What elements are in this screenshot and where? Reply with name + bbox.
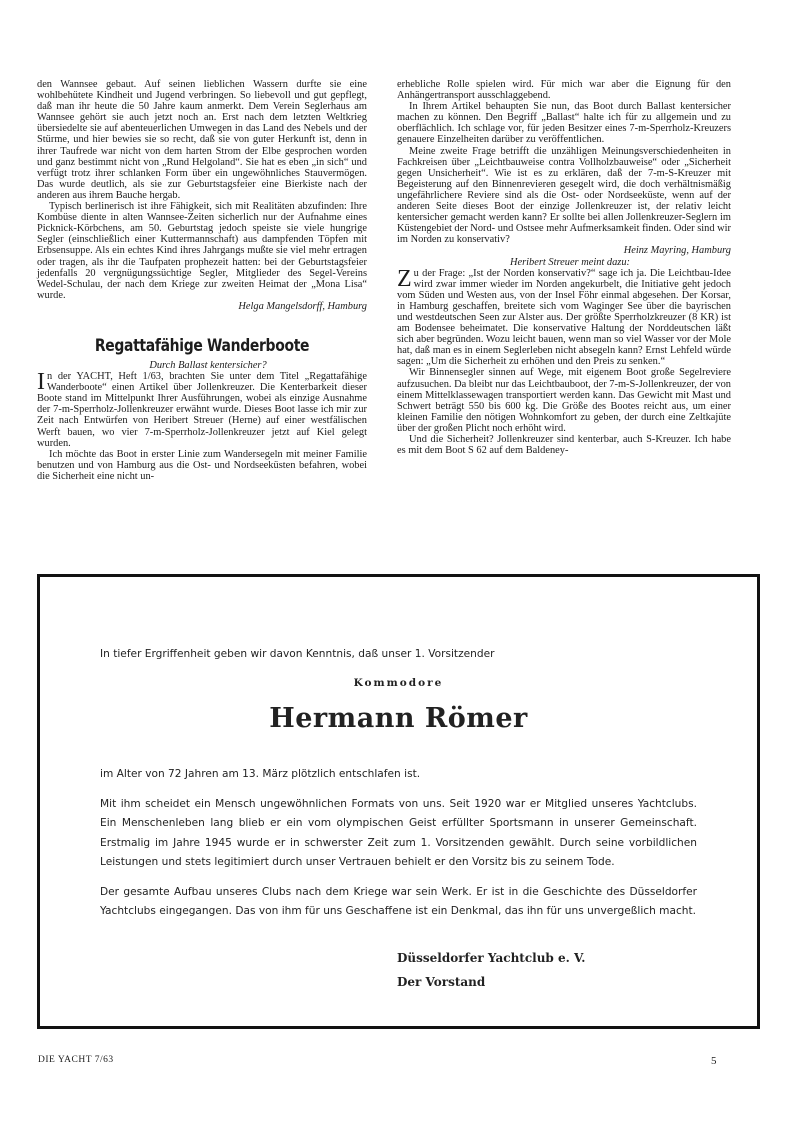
article-paragraph: Und die Sicherheit? Jollenkreuzer sind kenterbar, auch S-Kreuzer. Ich habe es mit dem Boot S 62 auf dem Baldeney-	[397, 434, 731, 457]
article-paragraph	[37, 371, 367, 449]
article-paragraph: Wir Binnensegler sinnen auf Wege, mit eigenem Boot große Segelreviere aufzusuchen. Da bleibt nur das Leichtbauboot, der 7-m-S-Jollenkreuzer, der von einem Mittelklassewagen transportiert werden kann. Das Gewicht mit Mast und Schwert beträgt 550 bis 600 kg. Die Größe des Bootes reicht aus, um einer kleinen Familie den nötigen Wohnkomfort zu geben, der durch eine Zeltkajüte über der großen Plicht noch erhöht wird.	[397, 367, 731, 434]
obituary-notice	[37, 574, 760, 1029]
left-column	[37, 79, 367, 482]
notice-club: Düsseldorfer Yachtclub e. V.	[397, 951, 586, 965]
notice-name: Hermann Römer	[269, 703, 528, 734]
article-paragraph: Typisch berlinerisch ist ihre Fähigkeit, sich mit Realitäten abzufinden: Ihre Kombüse diente in alten Wannsee-Zeiten sicherlich nur der Aufnahme eines Picknick-Körbchens, am 50. Geburtstag jedoch speiste sie viele hungrige Segler (einschließlich einer Kuttermannschaft) aus dampfenden Töpfen mit Erbsensuppe. Als ein echtes Kind ihres Jahrgangs mußte sie viel mehr ertragen oder tragen, als ihr die Taufpaten prophezeit hatten: bei der Geburtstagsfeier jedenfalls 20 vergnügungssüchtige Segler, Mitglieder des Segel-Vereins Wedel-Schulau, der nach dem Kriege zur zweiten Heimat der „Mona Lisa“ wurde.	[37, 201, 367, 301]
notice-board: Der Vorstand	[397, 975, 486, 989]
paragraph-text: u der Frage: „Ist der Norden konservativ?“ sage ich ja. Die Leichtbau-Idee wird zwar immer wieder im Norden angekurbelt, die Initiative geht jedoch vom Süden und Westen aus, von der Insel Föhr einmal abgesehen. Der Korsar, in Hamburg geschaffen, breitete sich vom Waginger See über die bayrischen und westdeutschen Seen zur Alster aus. Der größte Sperrholzkreuzer (8 KR) ist am Bodensee beheimatet. Die konservative Haltung der Norddeutschen läßt sich aber begründen. Wozu leicht bauen, wenn man so viel Wasser vor der Mole hat, daß man es in einem Seglerleben nicht absegeln kann? Ernst Lehfeld würde sagen: „Um die Sicherheit zu erhöhen und den Preis zu senken.“	[397, 267, 731, 368]
article-paragraph: den Wannsee gebaut. Auf seinen lieblichen Wassern durfte sie eine wohlbehütete Kindheit und Jugend verbringen. So liebevoll und gut gepflegt, daß man ihr heute die 50 Jahre kaum anmerkt. Dem Verein Seglerhaus am Wannsee gehört sie auch jetzt noch an. Erst nach dem letzten Weltkrieg übersiedelte sie auf abenteuerlichen Umwegen in das Land des Nebels und der Stürme, und hier bewies sie so recht, daß sie von guter Herkunft ist, denn in ihrer Taufrede war nicht von dem harten Strom der Elbe gesprochen worden und ganz bestimmt nicht von „Rund Helgoland“. Sie hat es eben „in sich“ und verfügt trotz ihrer schlanken Form über ein ungewöhnliches Stauvermögen. Das wurde deutlich, als sie zur Geburtstagsfeier eine Bierkiste nach der anderen aus ihrem Bauche hergab.	[37, 79, 367, 201]
article-title: Regattafähige Wanderboote	[94, 335, 310, 356]
article-subtitle: Durch Ballast kentersicher?	[149, 359, 267, 371]
notice-rank: Kommodore	[353, 677, 444, 689]
notice-body-1: Mit ihm scheidet ein Mensch ungewöhnlichen Formats von uns. Seit 1920 war er Mitglied unseres Yachtclubs. Ein Menschenleben lang blieb er ein vom olympischen Geist erfüllter Sportsmann in unserer Gemeinschaft. Erstmalig im Jahre 1945 wurde er in schwerster Zeit zum 1. Vorsitzenden gewählt. Durch seine vorbildlichen Leistungen und stets legitimiert durch unser Vertrauen behielt er den Vorsitz bis zu seinem Tode.	[100, 798, 697, 869]
article-paragraph	[397, 265, 731, 368]
article-paragraph: In Ihrem Artikel behaupten Sie nun, das Boot durch Ballast kentersicher machen zu können. Den Begriff „Ballast“ halte ich für zu allgemein und zu oberflächlich. Ich schlage vor, für jeden Besitzer eines 7-m-Sperrholz-Kreuzers genauere Einzelheiten darüber zu veröffentlichen.	[397, 101, 731, 146]
article-paragraph: erhebliche Rolle spielen wird. Für mich war aber die Eignung für den Anhängertransport ausschlaggebend.	[397, 79, 731, 102]
article-paragraph: Meine zweite Frage betrifft die unzähligen Meinungsverschiedenheiten in Fachkreisen über „Leichtbauweise contra Vollholzbauweise“ oder „Sicherheit gegen Unsicherheit“. Wie ist es zu erklären, daß der 7-m-S-Kreuzer mit Begeisterung auf den Binnenrevieren gesegelt wird, die doch verhältnismäßig ungefährlichere Reviere sind als die Ost- oder Nordseeküste, wenn auf der anderen Seite dieses Boot der einzige Jollenkreuzer ist, der relativ leicht kentersicher gemacht werden kann? Er sollte bei allen Jollenkreuzer-Seglern im Küstengebiet der Nord- und Ostsee mehr Aufmerksamkeit finden. Oder sind wir im Norden zu konservativ?	[397, 145, 731, 246]
response-heading: Heribert Streuer meint dazu:	[510, 256, 630, 268]
notice-age: im Alter von 72 Jahren am 13. März plötzlich entschlafen ist.	[100, 768, 421, 780]
drop-cap: Z	[397, 265, 412, 292]
author-signature: Helga Mangelsdorff, Hamburg	[238, 300, 367, 312]
author-signature: Heinz Mayring, Hamburg	[623, 245, 731, 257]
footer-issue: DIE YACHT 7/63	[38, 1055, 114, 1065]
paragraph-text: n der YACHT, Heft 1/63, brachten Sie unter dem Titel „Regattafähige Wanderboote“ einen Artikel über Jollenkreuzer. Die Kenterbarkeit dieser Boote stand im Mittelpunkt Ihrer Ausführungen, wobei als einzige Ausnahme der 7-m-Sperrholz-Jollenkreuzer erwähnt wurde. Dieses Boot lasse ich mir zur Zeit nach Entwürfen von Heribert Streuer (Herne) auf einer westfälischen Werft bauen, wo vier 7-m-Sperrholz-Jollenkreuzer jetzt auf Kiel gelegt wurden.	[37, 371, 367, 449]
article-paragraph: Ich möchte das Boot in erster Linie zum Wandersegeln mit meiner Familie benutzen und von Hamburg aus die Ost- und Nordseeküsten befahren, wobei die Sicherheit eine nicht un-	[37, 448, 367, 482]
notice-body-2: Der gesamte Aufbau unseres Clubs nach dem Kriege war sein Werk. Er ist in die Geschichte des Düsseldorfer Yachtclubs eingegangen. Das von ihm für uns Geschaffene ist ein Denkmal, das ihn für uns unvergeßlich macht.	[100, 886, 697, 918]
page-number: 5	[711, 1055, 717, 1067]
notice-intro: In tiefer Ergriffenheit geben wir davon Kenntnis, daß unser 1. Vorsitzender	[100, 648, 495, 660]
right-column	[397, 79, 731, 456]
drop-cap: I	[37, 369, 45, 396]
